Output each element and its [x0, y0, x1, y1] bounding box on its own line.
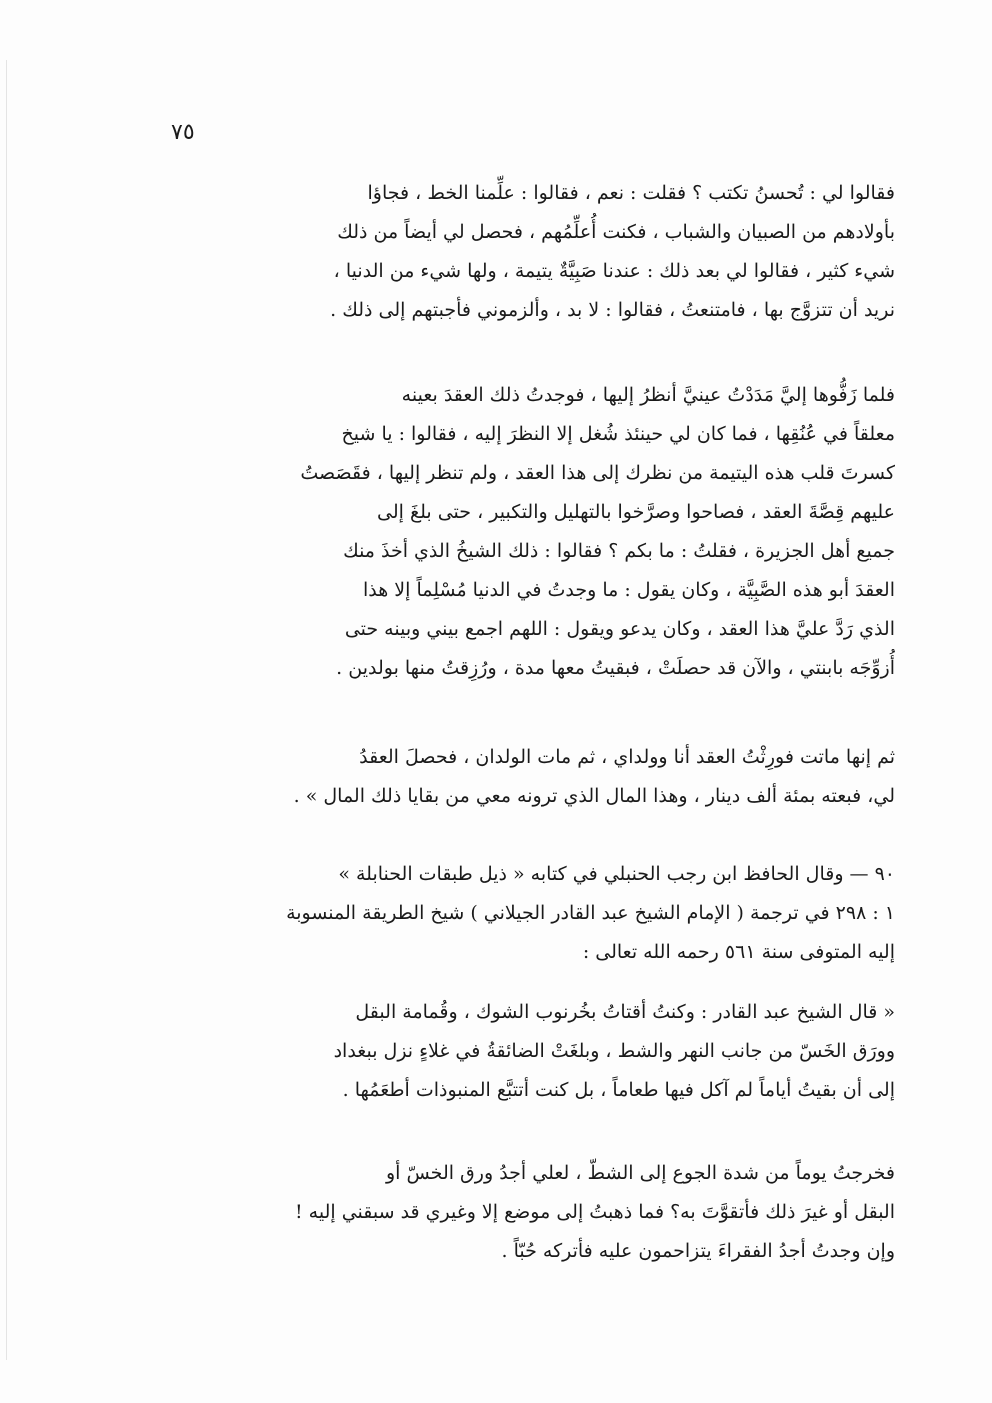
- text-line: الذي رَدَّ عليَّ هذا العقد ، وكان يدعو ويقول : اللهم اجمع بيني وبينه حتى: [344, 618, 895, 640]
- text-line: كسرتَ قلب هذه اليتيمة من نظرك إلى هذا العقد ، ولم تنظر إليها ، فقَصَصتُ: [300, 462, 895, 484]
- text-line: نريد أن تتزوَّج بها ، فامتنعتُ ، فقالوا : لا بد ، وألزموني فأجبتهم إلى ذلك .: [330, 299, 895, 321]
- text-line: فلما زَفُّوها إليَّ مَدَدْتُ عينيَّ أنظرُ إليها ، فوجدتُ ذلك العقدَ بعينه: [401, 384, 895, 406]
- paragraph-6: [165, 1154, 895, 1271]
- text-line: البقل أو غيرَ ذلك فأتقوَّتَ به؟ فما ذهبتُ إلى موضع إلا وغيري قد سبقني إليه !: [295, 1201, 895, 1223]
- text-line: بأولادهم من الصبيان والشباب ، فكنت أُعلِّمُهم ، فحصل لي أيضاً من ذلك: [337, 221, 895, 243]
- paragraph-5: [165, 993, 895, 1110]
- text-line: معلقاً في عُنُقِها ، فما كان لي حينئذ شُغل إلا النظرَ إليه ، فقالوا : يا شيخ: [341, 423, 895, 445]
- text-line: ٩٠ — وقال الحافظ ابن رجب الحنبلي في كتابه « ذيل طبقات الحنابلة »: [338, 863, 895, 885]
- text-line: « قال الشيخ عبد القادر : وكنتُ أقتاتُ بخُرنوب الشوك ، وقُمامة البقل: [355, 1001, 895, 1023]
- scan-edge-line: [6, 60, 7, 1360]
- text-line: ثم إنها ماتت فورِثْتُ العقد أنا وولداي ، ثم مات الولدان ، فحصلَ العقدُ: [359, 746, 895, 768]
- text-line: عليهم قِصَّةَ العقد ، فصاحوا وصرَّخوا بالتهليل والتكبير ، حتى بلغَ إلى: [377, 501, 895, 523]
- paragraph-3: [165, 738, 895, 816]
- text-line: إلى أن بقيتُ أياماً لم آكل فيها طعاماً ، بل كنت أتتبَّع المنبوذات أطعَمُها .: [342, 1079, 895, 1101]
- text-line: وورَق الخَسّ من جانب النهر والشط ، وبلغَتْ الضائقةُ في غلاءٍ نزل ببغداد: [333, 1040, 895, 1062]
- paragraph-2: [165, 376, 895, 688]
- text-line: ١ : ٢٩٨ في ترجمة ( الإمام الشيخ عبد القادر الجيلاني ) شيخ الطريقة المنسوبة: [286, 902, 895, 924]
- text-line: إليه المتوفى سنة ٥٦١ رحمه الله تعالى :: [582, 941, 895, 963]
- text-line: شيء كثير ، فقالوا لي بعد ذلك : عندنا صَبِيَّةٌ يتيمة ، ولها شيء من الدنيا ،: [333, 260, 895, 282]
- text-line: فخرجتُ يوماً من شدة الجوع إلى الشطّ ، لعلي أجدُ ورق الخسّ أو: [385, 1162, 895, 1184]
- text-line: العقدَ أبو هذه الصَّبِيَّة ، وكان يقول : ما وجدتُ في الدنيا مُسْلِماً إلا هذا: [362, 579, 895, 601]
- text-line: جميع أهل الجزيرة ، فقلتُ : ما بكم ؟ فقالوا : ذلك الشيخُ الذي أخذَ منك: [343, 540, 895, 562]
- text-line: لي، فبعته بمئة ألف دينار ، وهذا المال الذي ترونه معي من بقايا ذلك المال » .: [293, 785, 895, 807]
- text-line: وإن وجدتُ أجدُ الفقراءَ يتزاحمون عليه فأتركه حُبّاً .: [501, 1240, 895, 1262]
- paragraph-1: [165, 174, 895, 330]
- text-line: أُزوِّجَه بابنتي ، والآن قد حصلَتْ ، فبقيتُ معها مدة ، ورُزِقتُ منها بولدين .: [336, 657, 895, 679]
- paragraph-4: [165, 855, 895, 972]
- page-number: ٧٥: [171, 120, 195, 145]
- text-line: فقالوا لي : تُحسنُ تكتب ؟ فقلت : نعم ، فقالوا : علِّمنا الخط ، فجاؤا: [367, 182, 895, 204]
